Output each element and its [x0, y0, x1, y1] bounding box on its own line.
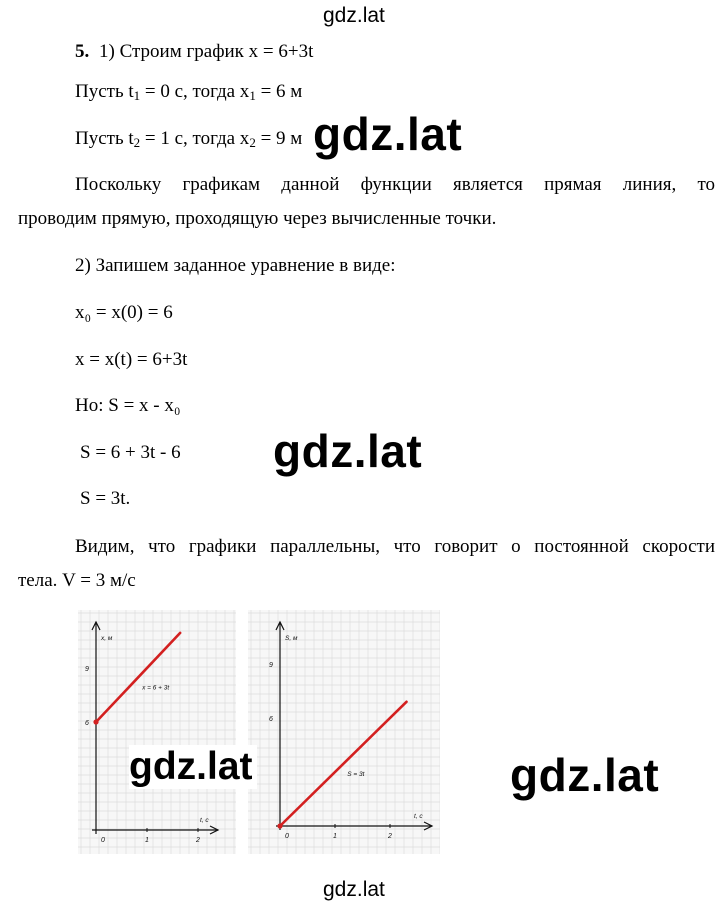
- graph-2-x-axis-label: t, с: [414, 813, 423, 820]
- graphs-figure: [78, 610, 440, 854]
- series-label-2: S = 3t: [347, 770, 365, 778]
- paragraph-1-line-2: проводим прямую, проходящую через вычисленные точки.: [18, 208, 497, 229]
- task-line-3: [75, 128, 302, 151]
- line3-part-c: = 9 м: [255, 128, 303, 149]
- graphs-svg: [78, 610, 440, 854]
- y-tick-label: 6: [85, 720, 89, 727]
- equation-s-result: S = 3t.: [80, 488, 131, 509]
- line3-sub-2: 2: [249, 135, 256, 150]
- y-tick-label: 6: [269, 716, 273, 723]
- series-start-point-2: [277, 823, 282, 828]
- line3-part-a: Пусть t: [75, 128, 134, 149]
- graph-2-background: [248, 610, 440, 854]
- x-tick-label: 0: [285, 833, 289, 840]
- paragraph-2-line-1: Видим, что графики параллельны, что говорит о постоянной скорости: [75, 536, 715, 557]
- line2-part-a: Пусть t: [75, 81, 134, 102]
- x-tick-label: 1: [145, 837, 149, 844]
- watermark-big-2: gdz.lat: [273, 425, 423, 477]
- step-2-heading: 2) Запишем заданное уравнение в виде:: [75, 255, 396, 276]
- line3-sub-1: 2: [133, 135, 141, 150]
- watermark-big-4: gdz.lat: [510, 749, 660, 801]
- series-label-1: x = 6 + 3t: [142, 684, 170, 692]
- task-line-1-text: 1) Строим график x = 6+3t: [99, 41, 314, 62]
- y-tick-label: 9: [85, 666, 89, 673]
- graph-2-y-axis-label: S, м: [285, 635, 298, 642]
- graph-1-background: [78, 610, 236, 854]
- task-number: 5.: [75, 41, 90, 62]
- line2-sub-2: 1: [249, 88, 256, 103]
- paragraph-1-line-1: Поскольку графикам данной функции является прямая линия, то: [75, 174, 715, 195]
- line2-sub-1: 1: [133, 88, 141, 103]
- x-tick-label: 0: [101, 837, 105, 844]
- graph-1-x-axis-label: t, с: [200, 817, 209, 824]
- x-tick-label: 2: [196, 837, 200, 844]
- equation-s-def: Но: S = x - x₀: [75, 395, 181, 416]
- graph-1-y-axis-label: x, м: [101, 635, 113, 642]
- equation-s-sub: S = 6 + 3t - 6: [80, 442, 181, 463]
- watermark-big-3: gdz.lat: [129, 745, 257, 789]
- equation-x0: x₀ = x(0) = 6: [75, 302, 173, 323]
- y-tick-label: 9: [269, 662, 273, 669]
- line2-part-b: = 0 с, тогда x: [140, 81, 250, 102]
- x-tick-label: 2: [388, 833, 392, 840]
- line3-part-b: = 1 с, тогда x: [140, 128, 250, 149]
- x-tick-label: 1: [333, 833, 337, 840]
- watermark-bottom: gdz.lat: [323, 878, 385, 901]
- watermark-big-1: gdz.lat: [313, 108, 463, 160]
- equation-xt: x = x(t) = 6+3t: [75, 349, 188, 370]
- paragraph-2-line-2: тела. V = 3 м/с: [18, 570, 136, 591]
- watermark-top: gdz.lat: [323, 4, 385, 27]
- line2-part-c: = 6 м: [255, 81, 303, 102]
- task-line-2: [75, 81, 302, 104]
- series-start-point-1: [93, 719, 98, 724]
- task-line-1: [75, 41, 313, 63]
